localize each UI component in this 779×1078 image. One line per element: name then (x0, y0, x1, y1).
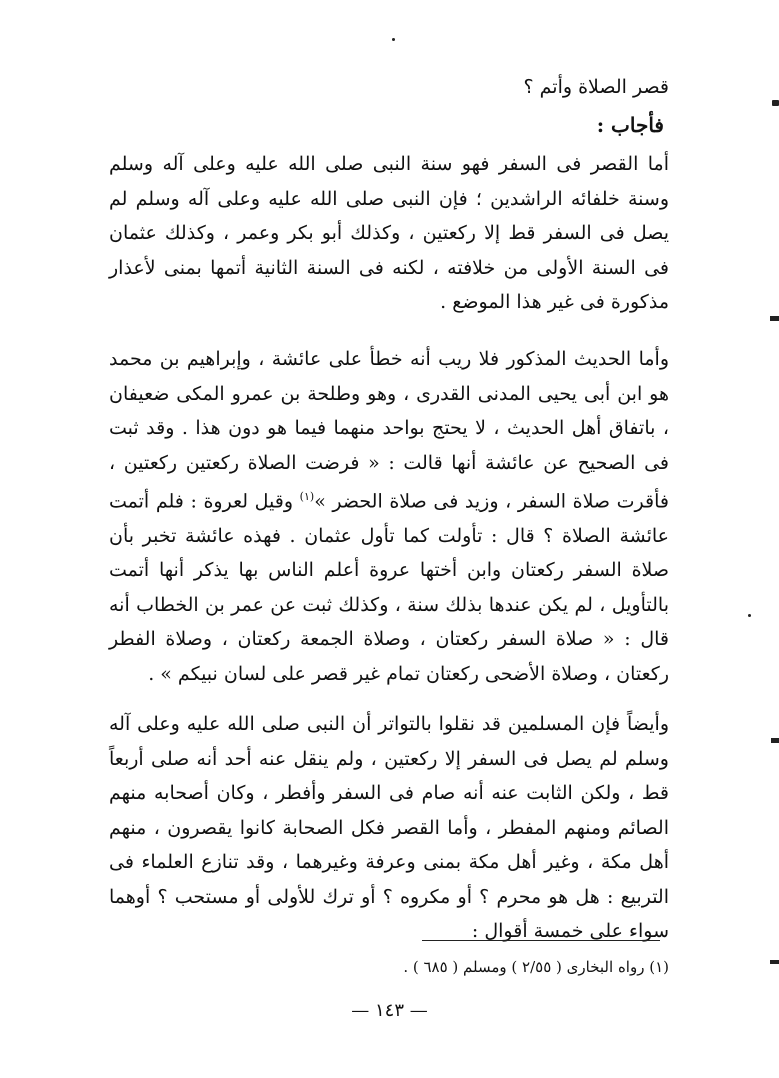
scan-mark (771, 738, 779, 743)
paragraph-1: أما القصر فى السفر فهو سنة النبى صلى الله عليه وعلى آله وسلم وسنة خلفائه الراشدين ؛ فإن النبى صلى الله عليه وعلى آله وسلم لم يصل فى السفر قط إلا ركعتين ، وكذلك أبو بكر وعمر ، وكذلك عثمان فى السنة الأولى من خلافته ، لكنه فى السنة الثانية أتمها بمنى لأعذار مذكورة فى غير هذا الموضع . (109, 153, 669, 313)
scan-mark (772, 100, 779, 106)
scan-speck (748, 614, 751, 617)
scan-mark (770, 316, 779, 321)
paragraph-3: وأيضاً فإن المسلمين قد نقلوا بالتواتر أن النبى صلى الله عليه وعلى آله وسلم لم يصل فى السفر إلا ركعتين ، ولم ينقل عنه أحد أنه صلى أربعاً قط ، ولكن الثابت عنه أنه صام فى السفر وأفطر ، وكان أصحابه منهم الصائم ومنهم المفطر ، وأما القصر فكل الصحابة كانوا يقصرون ، منهم أهل مكة ، وغير أهل مكة بمنى وعرفة وغيرهما ، وقد تنازع العلماء فى التربيع : هل هو محرم ؟ أو مكروه ؟ أو ترك للأولى أو مستحب ؟ أوهما سواء على خمسة أقوال : (109, 713, 669, 942)
footnote: (١) رواه البخارى ( ٢/٥٥ ) ومسلم ( ٦٨٥ ) . (403, 958, 669, 976)
answer-label: فأجاب : (596, 113, 664, 137)
question-end-line: قصر الصلاة وأتم ؟ (523, 76, 669, 98)
footnote-marker: (١) (299, 490, 315, 503)
scan-mark (770, 960, 779, 964)
footnote-divider (422, 940, 660, 941)
scan-speck (392, 38, 395, 41)
paragraph-2-continued: وقيل لعروة : فلم أتمت عائشة الصلاة ؟ قال : تأولت كما تأول عثمان . فهذه عائشة تخبر بأن صلاة السفر ركعتان وابن أختها عروة أعلم الناس بها يذكر أنها أتمت بالتأويل ، لم يكن عندها بذلك سنة ، وكذلك ثبت عن عمر بن الخطاب أنه قال : « صلاة السفر ركعتان ، وصلاة الجمعة ركعتان ، وصلاة الفطر ركعتان ، وصلاة الأضحى ركعتان تمام غير قصر على لسان نبيكم » . (109, 490, 669, 685)
paragraph-2 (109, 342, 669, 691)
page-number: — ١٤٣ — (351, 1000, 428, 1021)
paragraph-2-text: وأما الحديث المذكور فلا ريب أنه خطأ على عائشة ، وإبراهيم بن محمد هو ابن أبى يحيى المدنى القدرى ، وهو وطلحة بن عمرو المكى ضعيفان ، باتفاق أهل الحديث ، لا يحتج بواحد منهما فيما هو دون هذا . وقد ثبت فى الصحيح عن عائشة أنها قالت : « فرضت الصلاة ركعتين ركعتين ، فأقرت صلاة السفر ، وزيد فى صلاة الحضر » (109, 348, 669, 513)
